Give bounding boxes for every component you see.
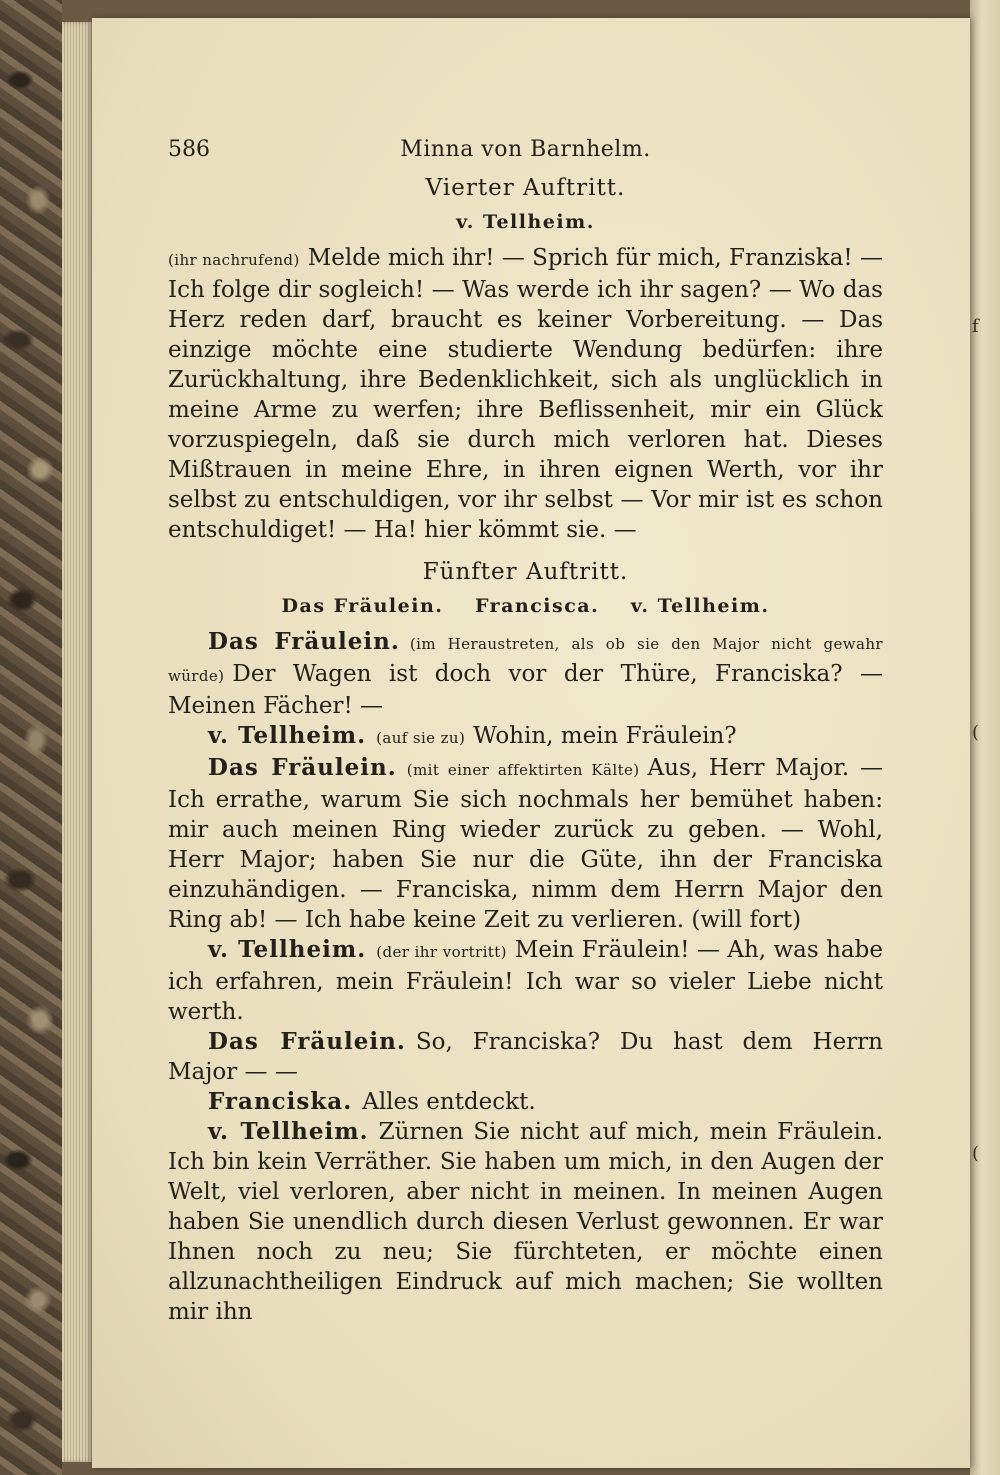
cast-member: v. Tellheim.	[456, 211, 595, 233]
stage-direction: (der ihr vortritt)	[376, 943, 507, 961]
dialogue-line	[168, 1087, 883, 1117]
monologue-text: Melde mich ihr! — Sprich für mich, Franziska! — Ich folge dir sogleich! — Was werde ich ihr sagen? — Wo das Herz reden darf, braucht es keiner Vorbereitung. — Das einzige möchte eine studierte Wendung bedürfen: ihre Zurückhaltung, ihre Bedenklichkeit, sich als unglücklich in meine Arme zu werfen; ihre Beflissenheit, mir ein Glück vorzuspiegeln, daß sie durch mich verloren hat. Dieses Mißtrauen in meine Ehre, in ihren eignen Werth, vor ihr selbst zu entschuldigen, vor ihr selbst — Vor mir ist es schon entschuldiget! — Ha! hier kömmt sie. —	[168, 245, 883, 543]
dialogue-line	[168, 721, 883, 753]
speaker-name: Das Fräulein.	[208, 1028, 406, 1055]
cast-member: Francisca.	[474, 595, 600, 617]
margin-mark: (	[972, 1143, 980, 1164]
scene-5-cast	[168, 591, 883, 621]
page-text	[168, 135, 883, 1327]
speaker-name: v. Tellheim.	[208, 1118, 369, 1145]
speaker-name: Das Fräulein.	[208, 754, 397, 781]
dialogue-line	[168, 1027, 883, 1087]
cast-member: v. Tellheim.	[630, 595, 770, 617]
margin-mark: (	[972, 722, 980, 743]
page-number: 586	[168, 137, 210, 162]
dialogue-line	[168, 935, 883, 1027]
dialogue-text: Der Wagen ist doch vor der Thüre, Franciska? — Meinen Fächer! —	[168, 661, 883, 719]
running-title: Minna von Barnhelm.	[400, 137, 651, 162]
speaker-name: Das Fräulein.	[208, 628, 400, 655]
scene-heading-4: Vierter Auftritt.	[425, 175, 626, 201]
dialogue-text: Aus, Herr Major. — Ich errathe, warum Sie sich nochmals her bemühet haben: mir auch meinen Ring wieder zurück zu geben. — Wohl, Herr Major; haben Sie nur die Güte, ihn der Franciska einzuhändigen. — Franciska, nimm dem Herrn Major den Ring ab! — Ich habe keine Zeit zu verlieren. (will fort)	[168, 755, 883, 933]
speaker-name: v. Tellheim.	[208, 722, 367, 749]
scene-4-character	[168, 207, 883, 237]
dialogue-text: Zürnen Sie nicht auf mich, mein Fräulein. Ich bin kein Verräther. Sie haben um mich, in den Augen der Welt, viel verloren, aber nicht in meinen. In meinen Augen haben Sie unendlich durch diesen Verlust gewonnen. Er war Ihnen noch zu neu; Sie fürchteten, er möchte einen allzunachtheiligen Eindruck auf mich machen; Sie wollten mir ihn	[168, 1119, 883, 1325]
dialogue-line	[168, 627, 883, 721]
dialogue-line	[168, 753, 883, 935]
monologue	[168, 243, 883, 545]
page-block-edges	[62, 22, 92, 1462]
dialogue-text: Wohin, mein Fräulein?	[473, 723, 737, 749]
stage-direction: (ihr nachrufend)	[168, 251, 300, 269]
scene-heading-5: Fünfter Auftritt.	[422, 559, 629, 585]
stage-direction: (im Heraustreten, als ob sie den Major nicht gewahr würde)	[168, 635, 883, 685]
speaker-name: v. Tellheim.	[208, 936, 367, 963]
stage-direction: (auf sie zu)	[376, 729, 466, 747]
cast-member: Das Fräulein.	[281, 595, 444, 617]
marbled-cover	[0, 0, 62, 1475]
page-header	[168, 135, 883, 171]
dialogue-text: So, Franciska? Du hast dem Herrn Major — —	[168, 1029, 883, 1085]
margin-mark: f	[972, 316, 979, 337]
dialogue-line	[168, 1117, 883, 1327]
speaker-name: Franciska.	[208, 1088, 353, 1115]
dialogue-text: Alles entdeckt.	[362, 1089, 536, 1115]
stage-direction: (mit einer affektirten Kälte)	[406, 761, 640, 779]
dialogue-text: Mein Fräulein! — Ah, was habe ich erfahren, mein Fräulein! Ich war so vieler Liebe nicht werth.	[168, 937, 883, 1025]
